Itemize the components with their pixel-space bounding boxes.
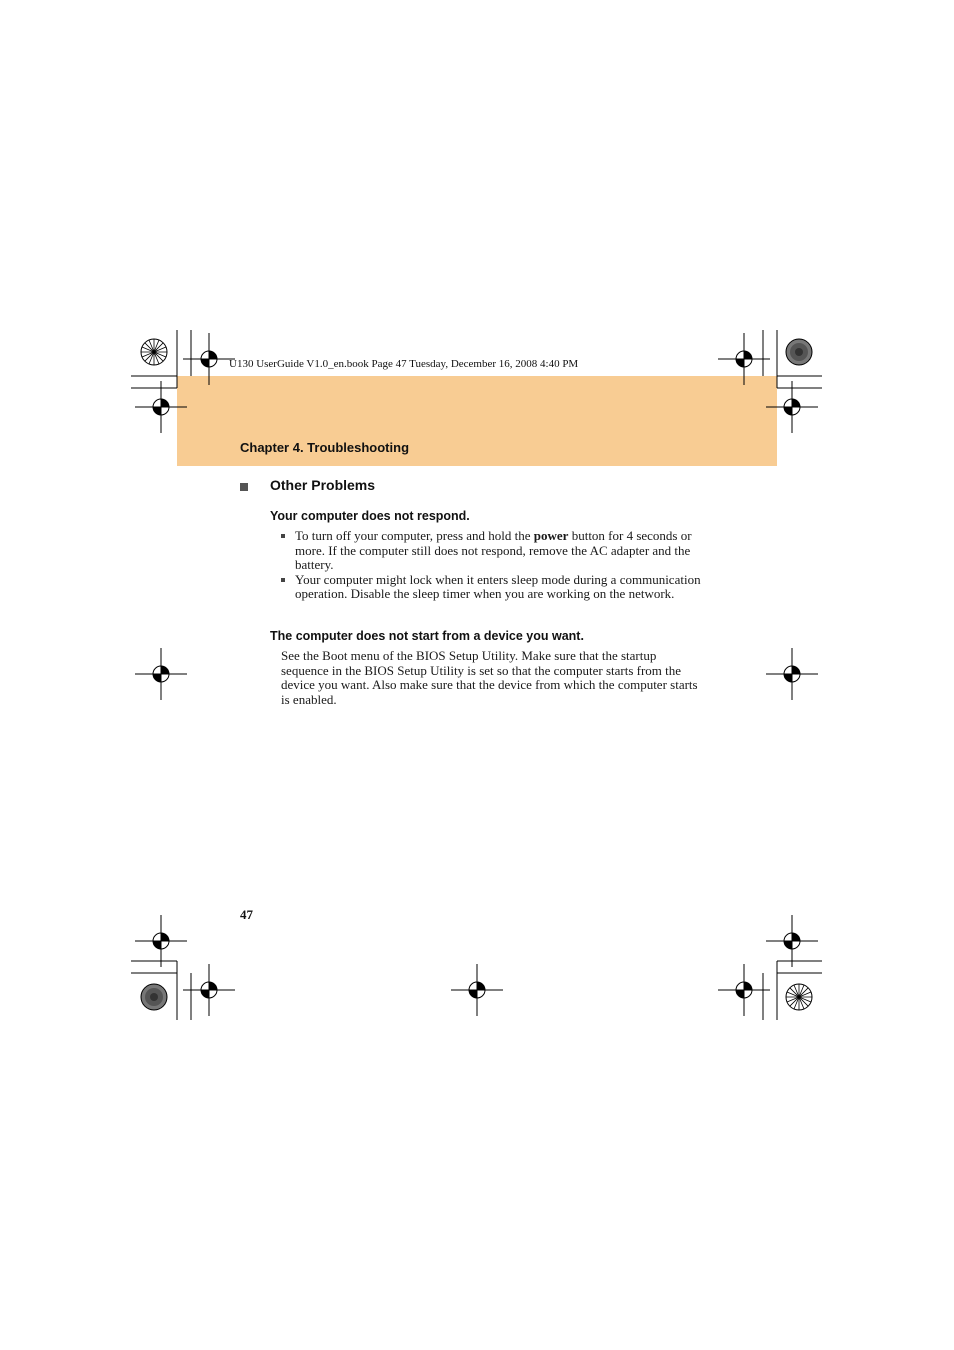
bullet-text-end: button for 4 seconds or more. If the computer still does not respond, remove the AC adapter and the battery. — [295, 528, 692, 572]
body-paragraph: See the Boot menu of the BIOS Setup Utility. Make sure that the startup sequence in the BIOS Setup Utility is set so that the computer starts from the device you want. Also make sure that the device from which the computer starts is enabled. — [281, 648, 698, 707]
bullet-text: Your computer might lock when it enters sleep mode during a communication operation. Disable the sleep timer when you are working on the network. — [295, 571, 701, 601]
power-keyword: power — [533, 528, 569, 543]
page-number: 47 — [240, 907, 253, 922]
section-title: Other Problems — [270, 477, 376, 493]
bullet-text-start: To turn off your computer, press and hold the — [295, 528, 534, 543]
problem-heading: Your computer does not respond. — [270, 509, 470, 523]
chapter-title: Chapter 4. Troubleshooting — [240, 440, 410, 455]
print-book-info: U130 UserGuide V1.0_en.book Page 47 Tuesday, December 16, 2008 4:40 PM — [229, 358, 579, 370]
problem-heading: The computer does not start from a device you want. — [270, 629, 584, 643]
